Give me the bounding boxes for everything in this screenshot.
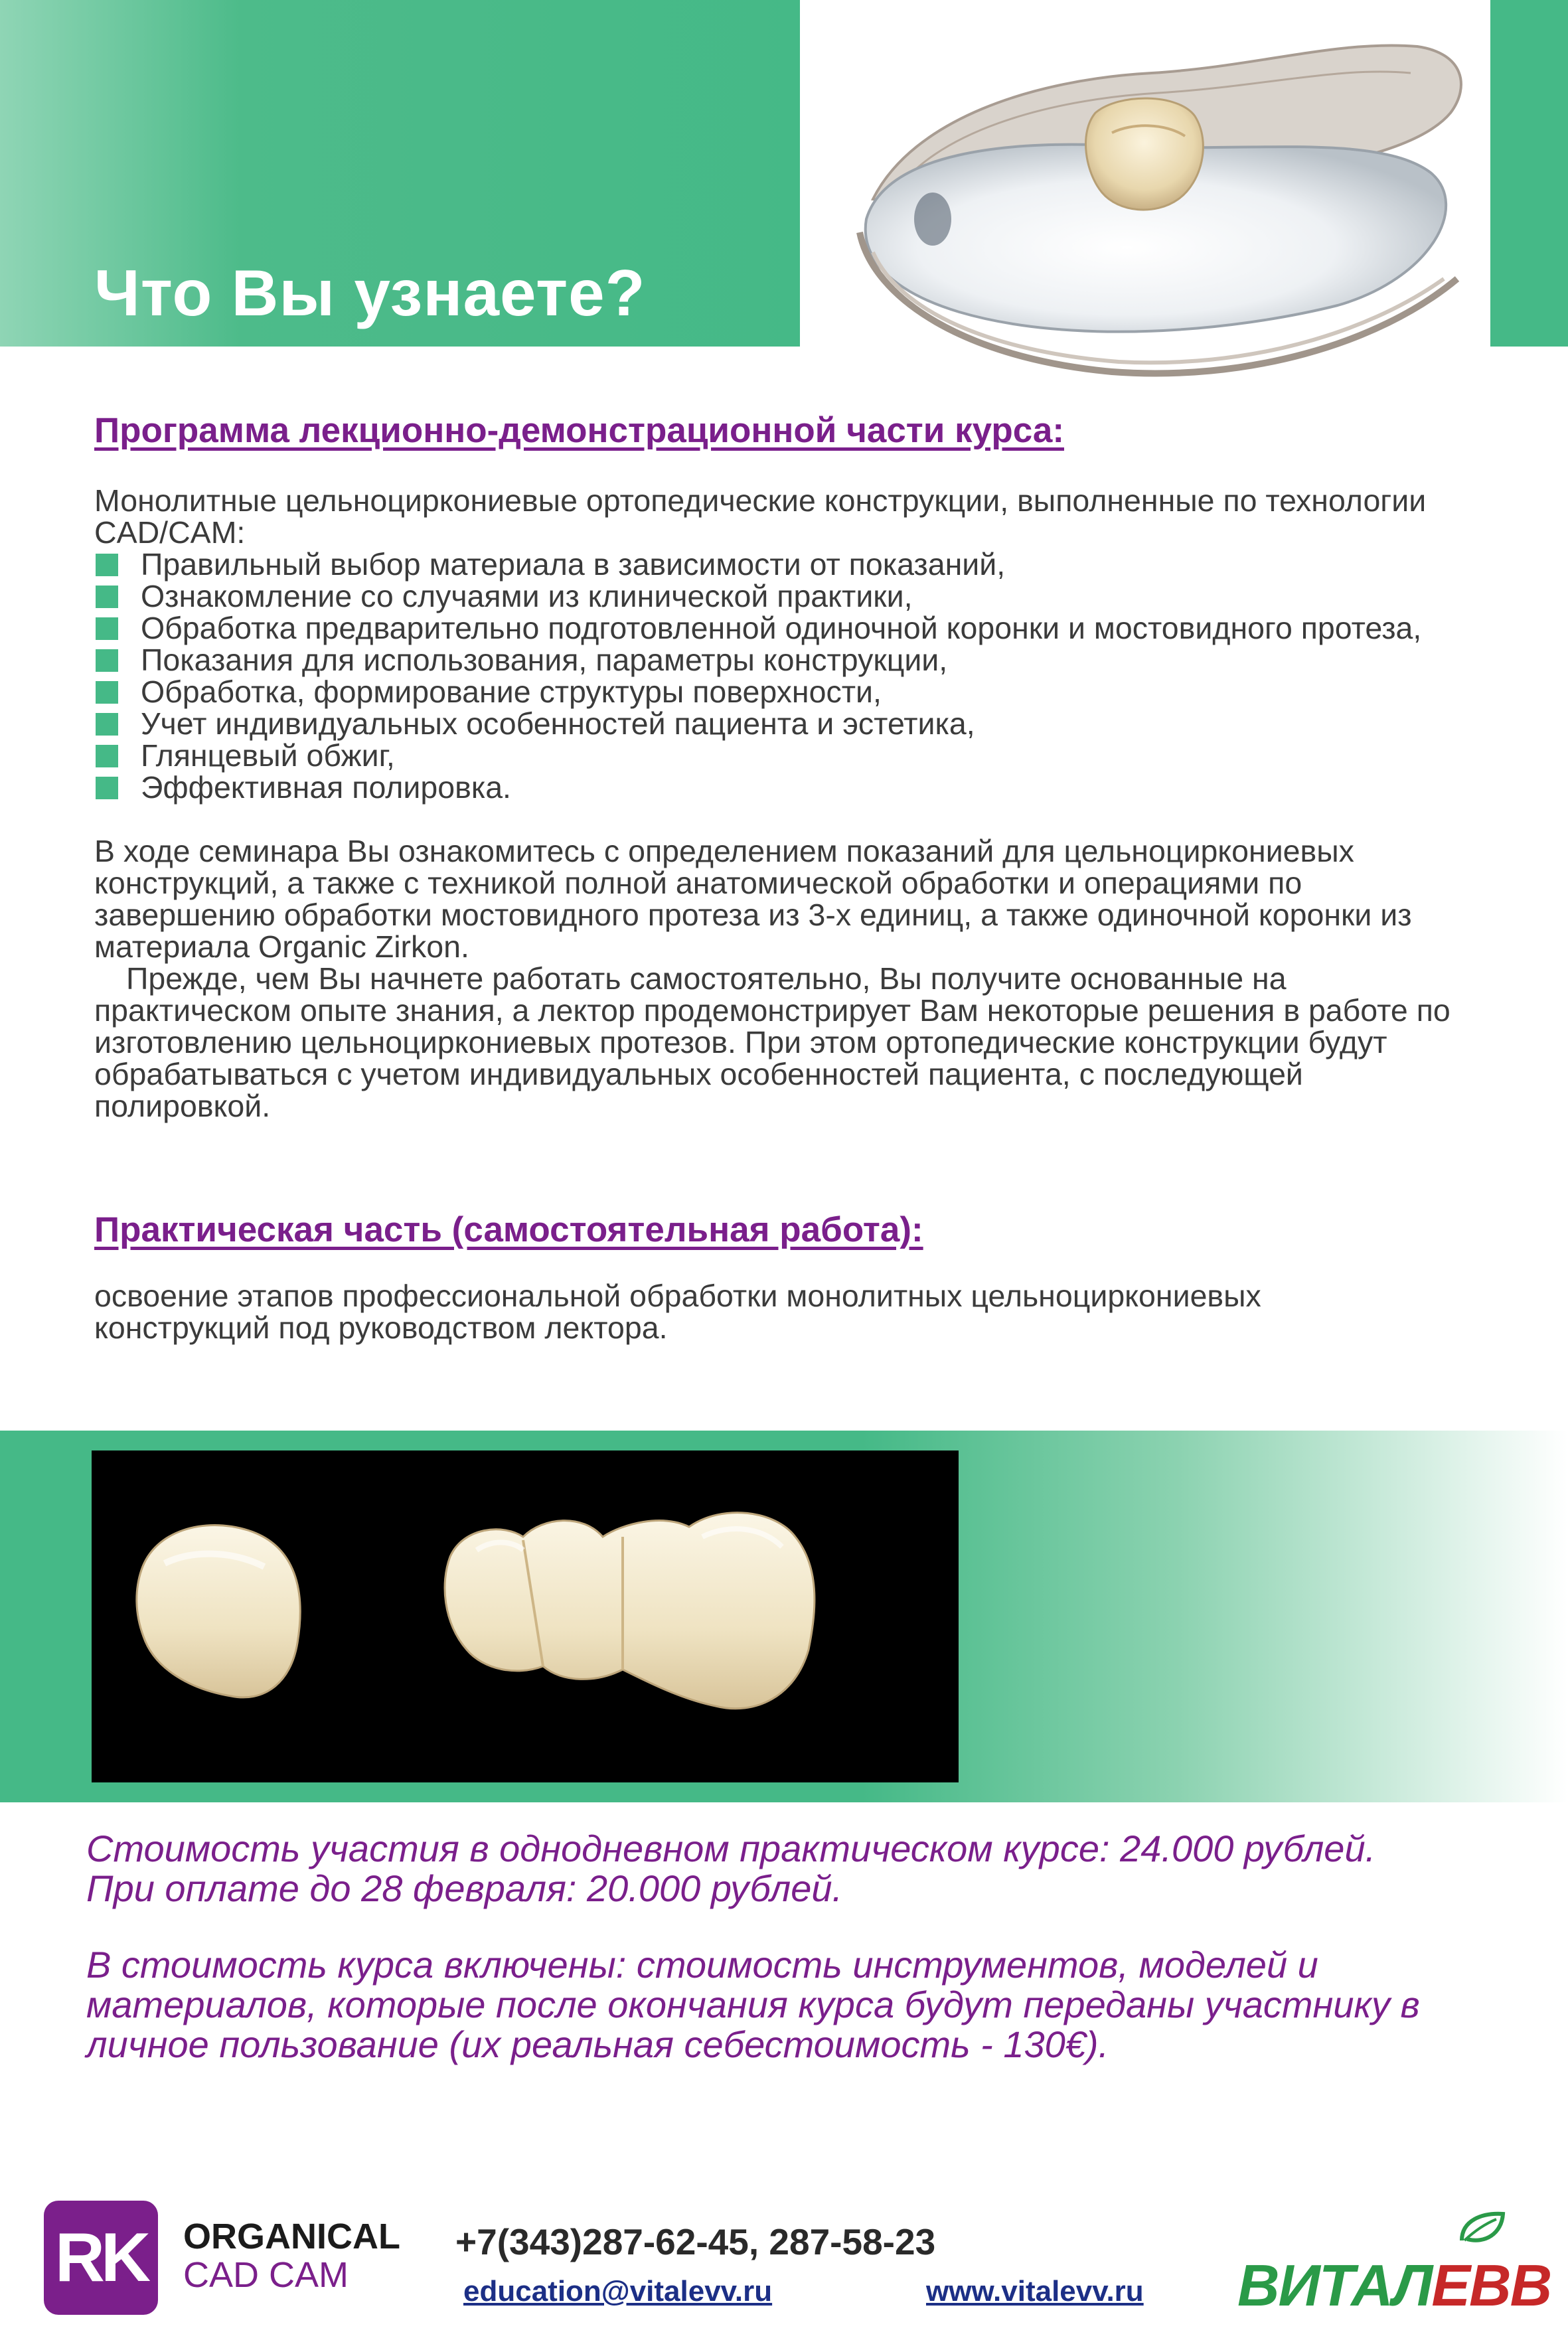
- price-info: [86, 1829, 1480, 1909]
- seminar-paragraph: В ходе семинара Вы ознакомитесь с определением показаний для цельноциркониевых конструкций, а также с техникой полной анатомической обработки и операциями по завершению обработки мостовидного протеза из 3-х единиц, а также одиночной коронки из материала Organic Zirkon.: [94, 834, 1412, 964]
- website-link[interactable]: www.vitalevv.ru: [926, 2275, 1144, 2308]
- bullet-square-icon: [96, 649, 118, 672]
- bullet-square-icon: [96, 777, 118, 799]
- program-body: [94, 485, 1462, 1122]
- bullet-square-icon: [96, 554, 118, 576]
- list-item: Учет индивидуальных особенностей пациента и эстетика,: [94, 708, 1462, 740]
- lecturer-paragraph: Прежде, чем Вы начнете работать самостоятельно, Вы получите основанные на практическом опыте знания, а лектор продемонстрирует Вам некоторые решения в работе по изготовлению цельноциркониевых протезов. При этом ортопедические конструкции будут обрабатываться с учетом индивидуальных особенностей пациента, с последующей полировкой.: [94, 961, 1450, 1123]
- list-item: Глянцевый обжиг,: [94, 740, 1462, 771]
- list-item: Правильный выбор материала в зависимости от показаний,: [94, 548, 1462, 580]
- list-item: Эффективная полировка.: [94, 771, 1462, 803]
- list-item: Обработка, формирование структуры поверхности,: [94, 676, 1462, 708]
- bullet-square-icon: [96, 681, 118, 704]
- price-line-2: При оплате до 28 февраля: 20.000 рублей.: [86, 1867, 843, 1909]
- header-accent-strip: [1490, 0, 1568, 347]
- program-heading: Программа лекционно-демонстрационной части курса:: [94, 411, 1064, 450]
- price-included: В стоимость курса включены: стоимость инструментов, моделей и материалов, которые после окончания курса будут переданы участнику в личное пользование (их реальная себестоимость - 130€).: [86, 1944, 1420, 2065]
- program-list: [94, 548, 1462, 803]
- organical-cadcam-logo: ORGANICAL CAD CAM: [183, 2217, 400, 2295]
- contact-phone: +7(343)287-62-45, 287-58-23: [455, 2221, 936, 2262]
- email-link[interactable]: education@vitalevv.ru: [463, 2275, 773, 2308]
- zirconia-crowns-photo: [92, 1450, 959, 1782]
- list-item: Обработка предварительно подготовленной одиночной коронки и мостовидного протеза,: [94, 612, 1462, 644]
- bullet-square-icon: [96, 586, 118, 608]
- practice-heading: Практическая часть (самостоятельная работа):: [94, 1210, 923, 1249]
- list-item: Показания для использования, параметры конструкции,: [94, 644, 1462, 676]
- bullet-square-icon: [96, 617, 118, 640]
- page-title: Что Вы узнаете?: [94, 256, 646, 329]
- vital-evv-logo: ВИТАЛЕВВ: [1237, 2252, 1551, 2318]
- oyster-crown-image: [833, 0, 1490, 412]
- rk-logo: RK: [44, 2201, 158, 2315]
- practice-text: освоение этапов профессиональной обработки монолитных цельноциркониевых конструкций под руководством лектора.: [94, 1279, 1261, 1345]
- price-line-1: Стоимость участия в однодневном практическом курсе: 24.000 рублей.: [86, 1828, 1376, 1869]
- list-item: Ознакомление со случаями из клинической практики,: [94, 580, 1462, 612]
- bullet-square-icon: [96, 745, 118, 767]
- bullet-square-icon: [96, 713, 118, 736]
- program-intro: Монолитные цельноциркониевые ортопедические конструкции, выполненные по технологии CAD/CAM:: [94, 483, 1427, 550]
- leaf-icon: [1455, 2207, 1508, 2247]
